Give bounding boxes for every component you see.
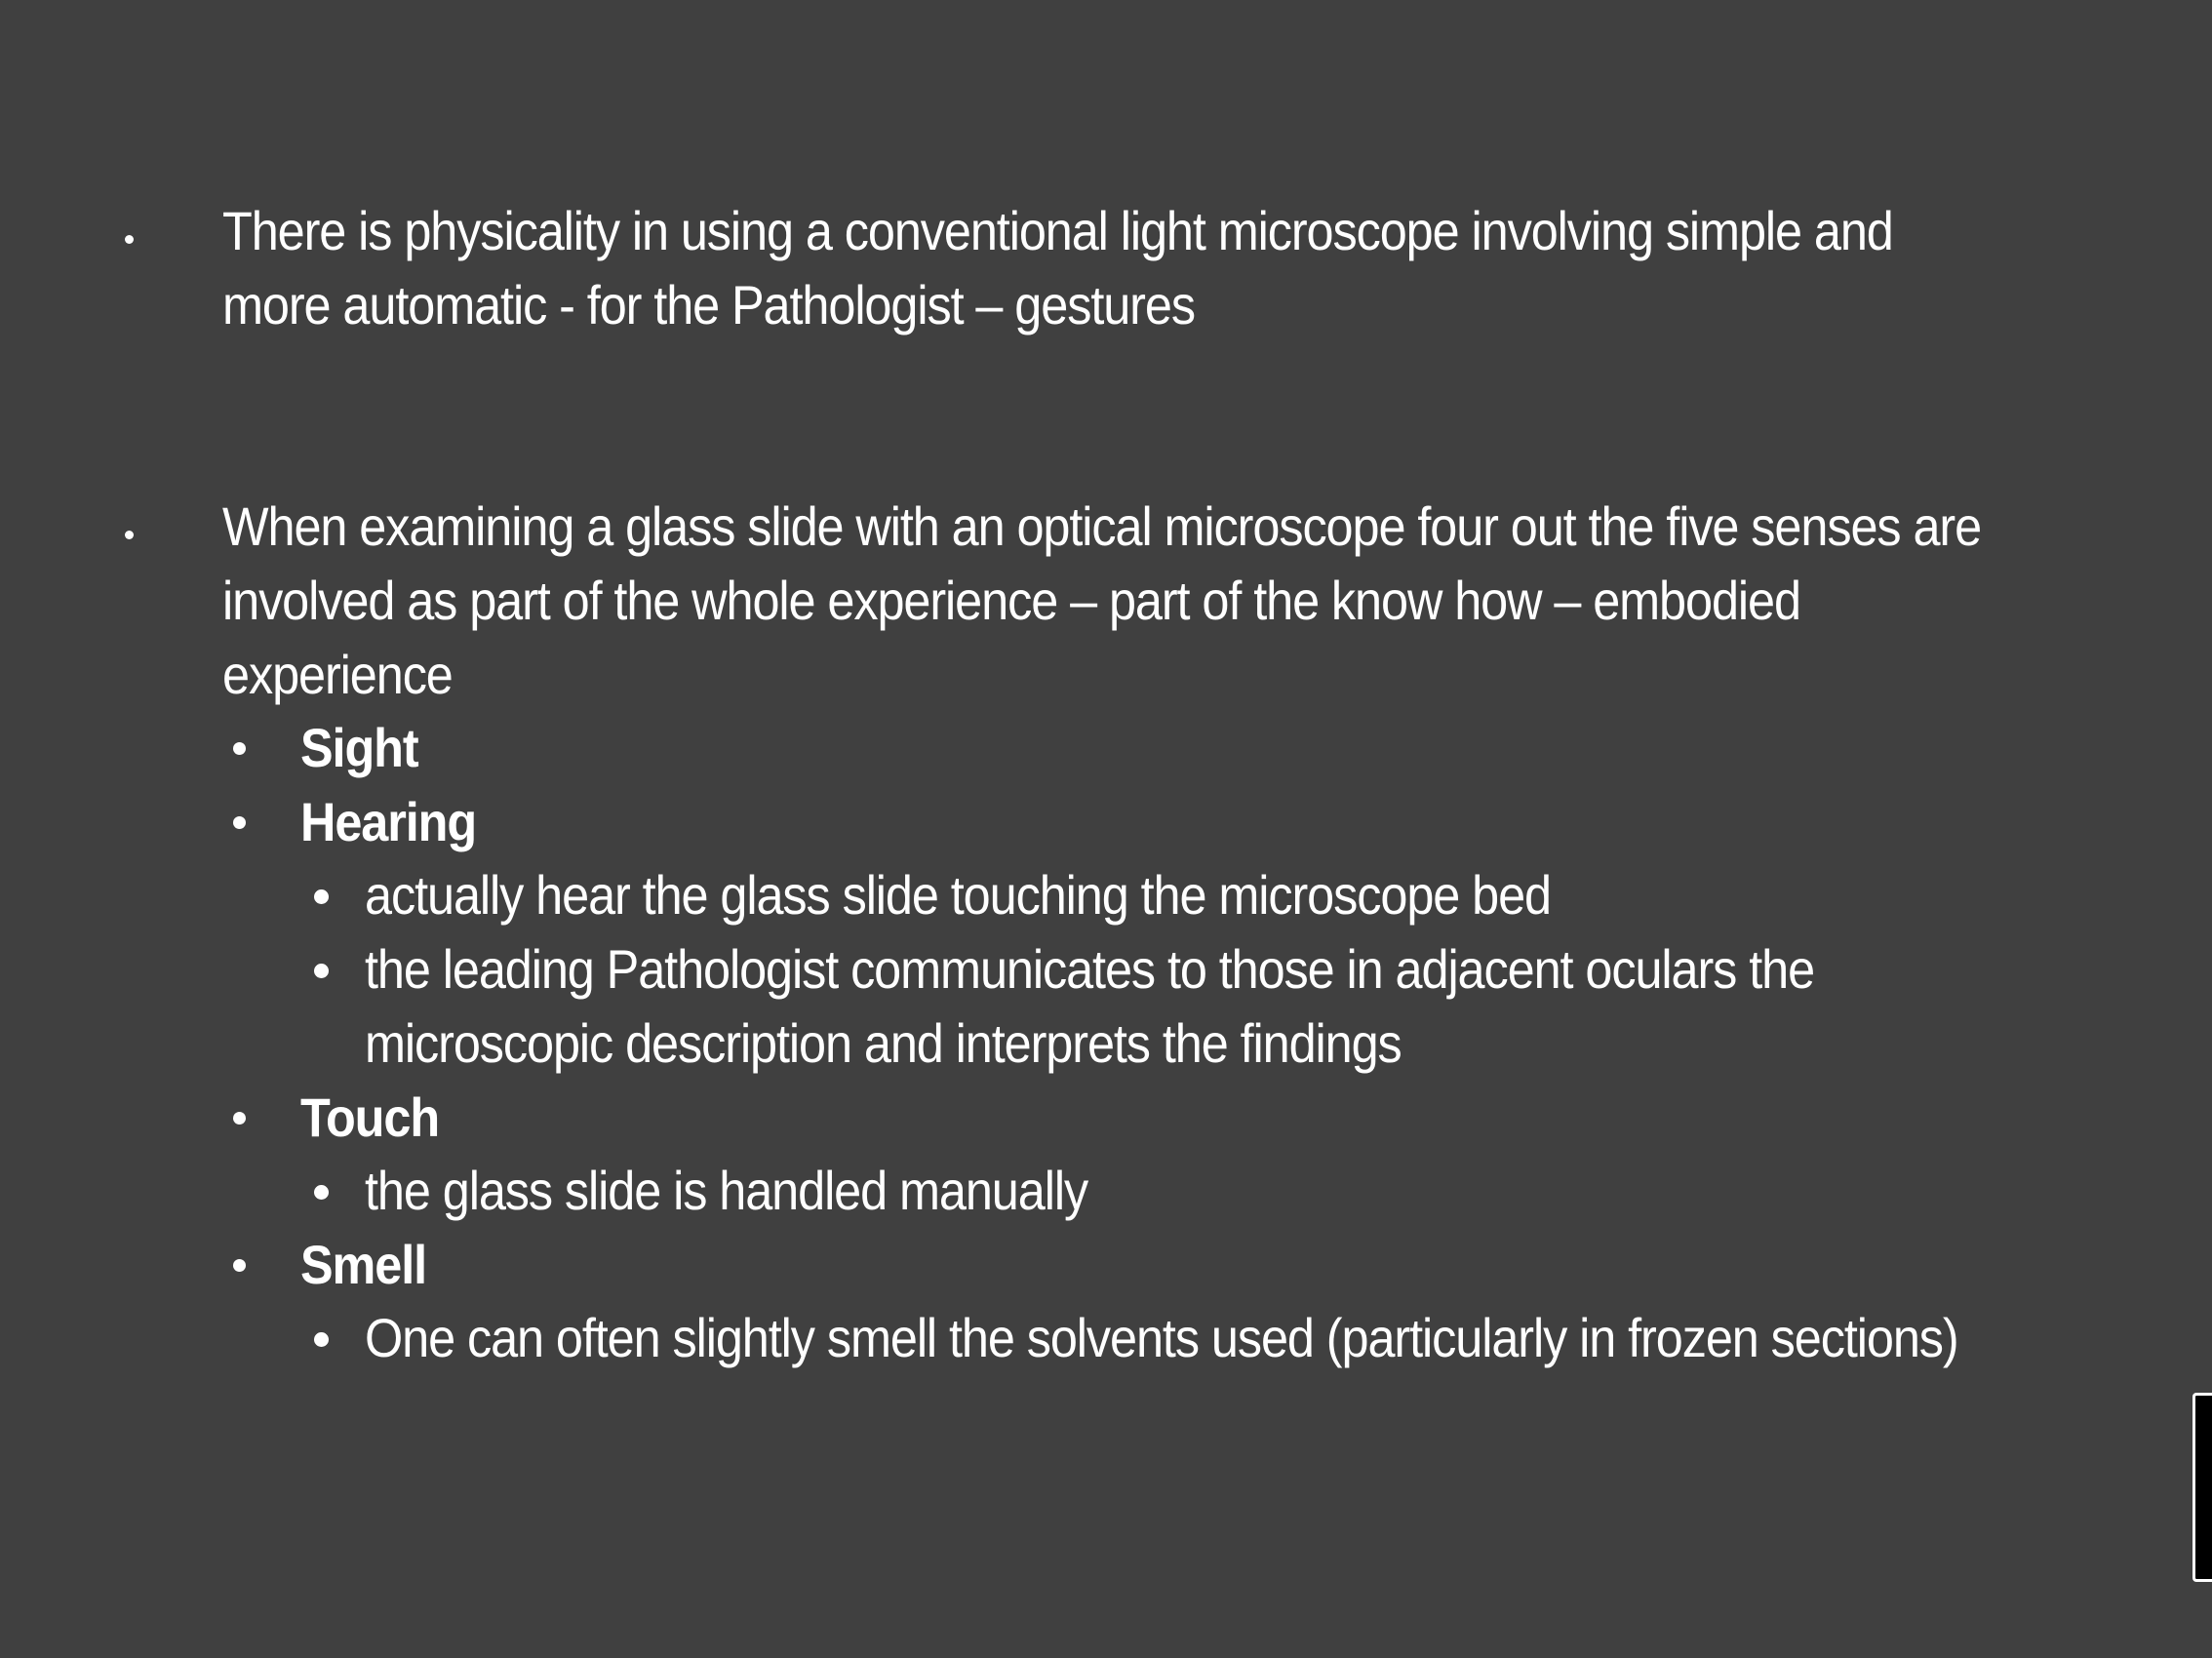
bullet2-line3: experience [222, 644, 453, 705]
hearing-item2-line1: the leading Pathologist communicates to those in adjacent oculars the [365, 938, 1815, 1000]
bullet-marker [233, 742, 246, 755]
bullet-marker [314, 964, 329, 978]
bullet-marker [314, 1185, 329, 1200]
bullet-marker [125, 235, 134, 244]
smell-item1: One can often slightly smell the solvents used (particularly in frozen sections) [365, 1307, 1958, 1368]
hearing-item2-line2: microscopic description and interprets the findings [365, 1012, 1402, 1074]
bullet2-line1: When examining a glass slide with an optical microscope four out the five senses are [222, 495, 1982, 557]
bullet-marker [233, 1259, 246, 1272]
sense-hearing: Hearing [300, 791, 477, 852]
edge-panel[interactable] [2192, 1393, 2212, 1582]
bullet1-line2: more automatic - for the Pathologist – gestures [222, 274, 1195, 336]
bullet-marker [314, 889, 329, 904]
sense-sight: Sight [300, 717, 418, 778]
bullet-marker [314, 1332, 329, 1347]
bullet-marker [125, 531, 134, 539]
sense-smell: Smell [300, 1234, 427, 1295]
bullet-marker [233, 1112, 246, 1125]
bullet2-line2: involved as part of the whole experience – part of the know how – embodied [222, 570, 1800, 631]
sense-touch: Touch [300, 1086, 440, 1148]
hearing-item1: actually hear the glass slide touching the microscope bed [365, 864, 1551, 926]
bullet1-line1: There is physicality in using a conventional light microscope involving simple and [222, 200, 1893, 261]
touch-item1: the glass slide is handled manually [365, 1160, 1088, 1221]
bullet-marker [233, 816, 246, 829]
